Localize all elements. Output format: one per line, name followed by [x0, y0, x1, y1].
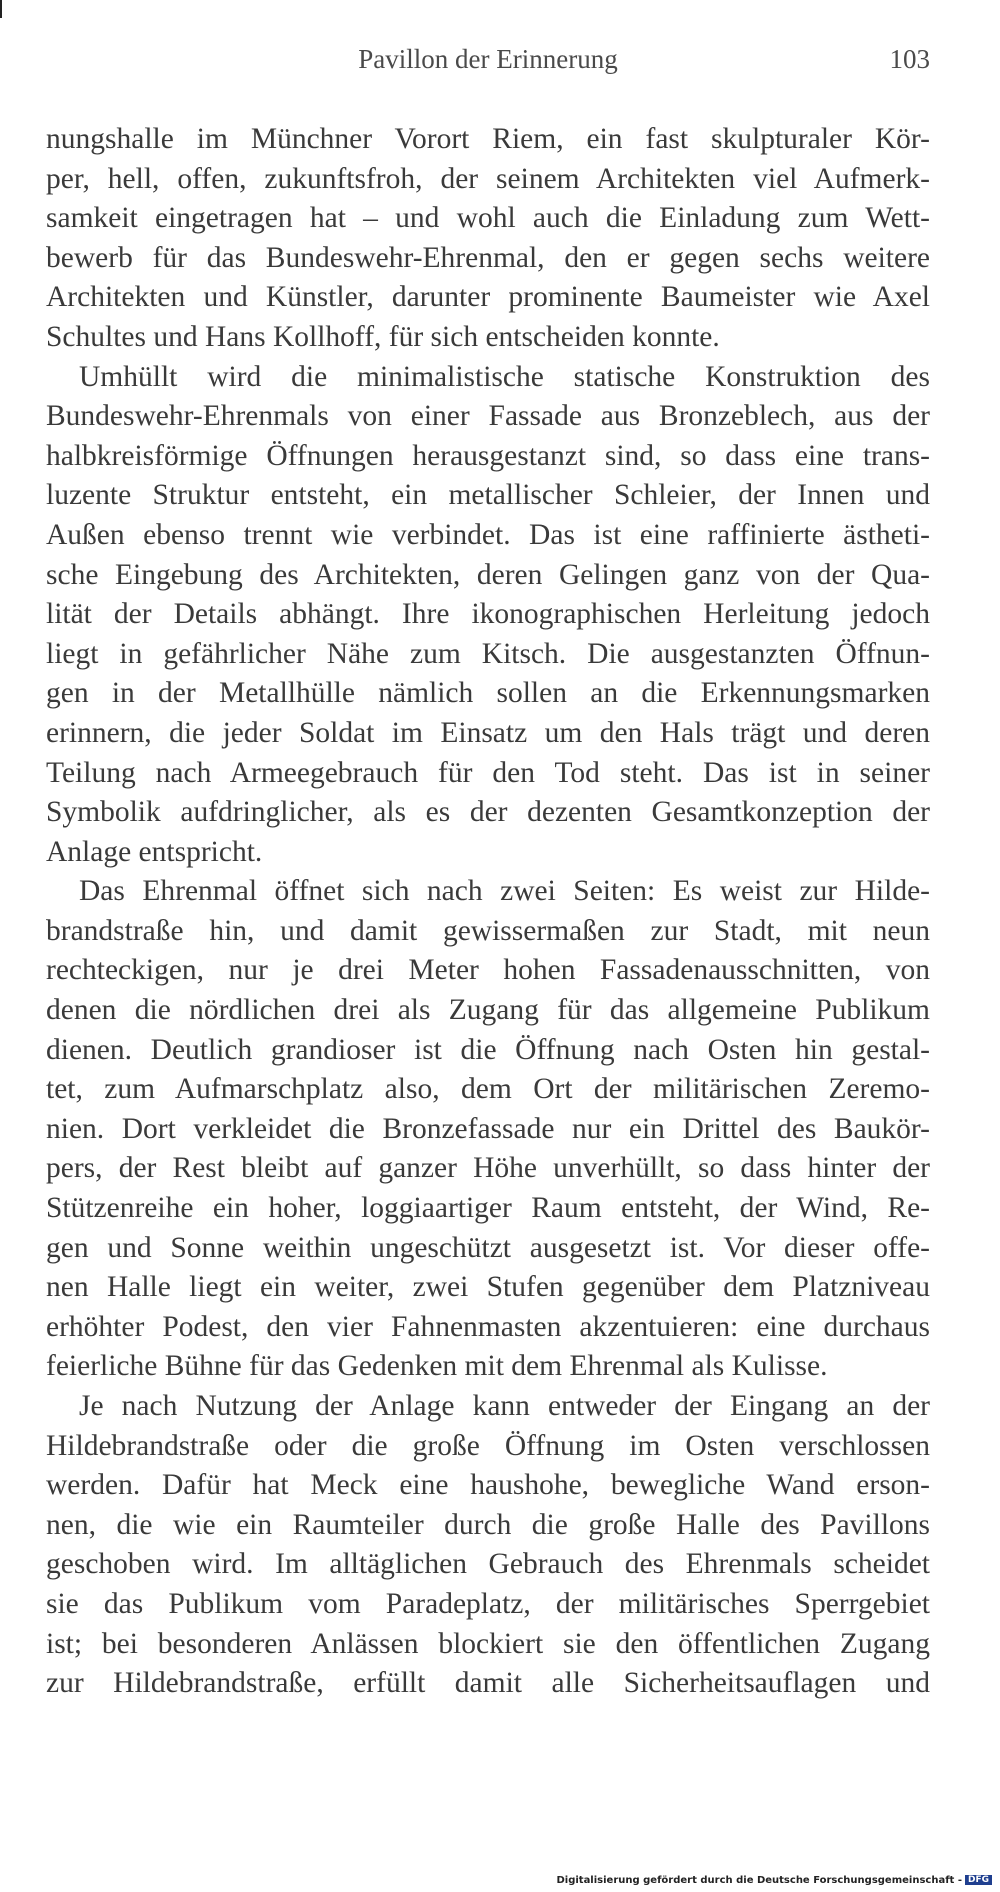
text-line: ist; bei besonderen Anlässen blockiert sie den öffentlichen Zugang [46, 1627, 930, 1660]
digitization-note: Digitalisierung gefördert durch die Deutsche Forschungsgemeinschaft - [556, 1875, 962, 1886]
text-line: Umhüllt wird die minimalistische statische Konstruktion des [79, 360, 930, 393]
text-line: Architekten und Künstler, darunter prominente Baumeister wie Axel [46, 281, 930, 314]
paragraph [46, 358, 930, 873]
paragraph [46, 1387, 930, 1704]
text-line: rechteckigen, nur je drei Meter hohen Fassadenausschnitten, von [46, 954, 930, 987]
running-head [46, 44, 930, 84]
dfg-logo: DFG [965, 1875, 992, 1885]
text-line: luzente Struktur entsteht, ein metallischer Schleier, der Innen und [46, 479, 930, 512]
scan-edge-mark [0, 0, 2, 18]
text-line: pers, der Rest bleibt auf ganzer Höhe unverhüllt, so dass hinter der [46, 1152, 930, 1185]
text-line: erhöhter Podest, den vier Fahnenmasten akzentuieren: eine durchaus [46, 1310, 930, 1343]
text-line: bewerb für das Bundeswehr-Ehrenmal, den er gegen sechs weitere [46, 241, 930, 274]
text-line: per, hell, offen, zukunftsfroh, der seinem Architekten viel Aufmerk- [46, 162, 930, 195]
page-number: 103 [889, 44, 930, 74]
text-line: dienen. Deutlich grandioser ist die Öffnung nach Osten hin gestal- [46, 1033, 930, 1066]
text-line: tet, zum Aufmarschplatz also, dem Ort der militärischen Zeremo- [46, 1073, 930, 1106]
text-line: zur Hildebrandstraße, erfüllt damit alle Sicherheitsauflagen und [46, 1667, 930, 1700]
text-line: Stützenreihe ein hoher, loggiaartiger Raum entsteht, der Wind, Re- [46, 1192, 930, 1225]
text-line: Bundeswehr-Ehrenmals von einer Fassade aus Bronzeblech, aus der [46, 400, 930, 433]
paragraph [46, 872, 930, 1387]
paragraph [46, 120, 930, 358]
text-line: geschoben wird. Im alltäglichen Gebrauch des Ehrenmals scheidet [46, 1548, 930, 1581]
text-line: erinnern, die jeder Soldat im Einsatz um den Hals trägt und deren [46, 716, 930, 749]
text-line: Je nach Nutzung der Anlage kann entweder der Eingang an der [79, 1390, 930, 1422]
text-line: Schultes und Hans Kollhoff, für sich entscheiden konnte. [46, 320, 720, 353]
text-line: werden. Dafür hat Meck eine haushohe, bewegliche Wand erson- [46, 1469, 930, 1502]
text-line: feierliche Bühne für das Gedenken mit dem Ehrenmal als Kulisse. [46, 1350, 828, 1383]
text-line: Das Ehrenmal öffnet sich nach zwei Seiten: Es weist zur Hilde- [79, 875, 930, 908]
text-line: Anlage entspricht. [46, 835, 263, 868]
text-line: samkeit eingetragen hat – und wohl auch die Einladung zum Wett- [46, 202, 930, 235]
text-line: sche Eingebung des Architekten, deren Gelingen ganz von der Qua- [46, 558, 930, 591]
text-line: halbkreisförmige Öffnungen herausgestanzt sind, so dass eine trans- [46, 439, 930, 472]
text-line: denen die nördlichen drei als Zugang für das allgemeine Publikum [46, 994, 930, 1027]
text-line: gen und Sonne weithin ungeschützt ausgesetzt ist. Vor dieser offe- [46, 1231, 930, 1264]
text-line: sie das Publikum vom Paradeplatz, der militärisches Sperrgebiet [46, 1587, 930, 1620]
body-text [46, 120, 930, 1704]
running-title: Pavillon der Erinnerung [358, 44, 618, 74]
text-line: brandstraße hin, und damit gewissermaßen zur Stadt, mit neun [46, 914, 930, 947]
text-line: Symbolik aufdringlicher, als es der dezenten Gesamtkonzeption der [46, 796, 930, 829]
text-line: nen Halle liegt ein weiter, zwei Stufen gegenüber dem Platzniveau [46, 1271, 930, 1304]
text-line: gen in der Metallhülle nämlich sollen an die Erkennungsmarken [46, 677, 930, 710]
text-line: nien. Dort verkleidet die Bronzefassade nur ein Drittel des Baukör- [46, 1112, 930, 1145]
text-line: Hildebrandstraße oder die große Öffnung im Osten verschlossen [46, 1429, 930, 1462]
text-line: liegt in gefährlicher Nähe zum Kitsch. Die ausgestanzten Öffnun- [46, 637, 930, 670]
text-line: lität der Details abhängt. Ihre ikonographischen Herleitung jedoch [46, 598, 930, 631]
text-line: Teilung nach Armeegebrauch für den Tod steht. Das ist in seiner [46, 756, 930, 789]
text-line: nen, die wie ein Raumteiler durch die große Halle des Pavillons [46, 1508, 930, 1541]
text-line: nungshalle im Münchner Vorort Riem, ein fast skulpturaler Kör- [46, 123, 930, 155]
text-line: Außen ebenso trennt wie verbindet. Das ist eine raffinierte ästheti- [46, 518, 930, 551]
digitization-footer [556, 1875, 992, 1886]
